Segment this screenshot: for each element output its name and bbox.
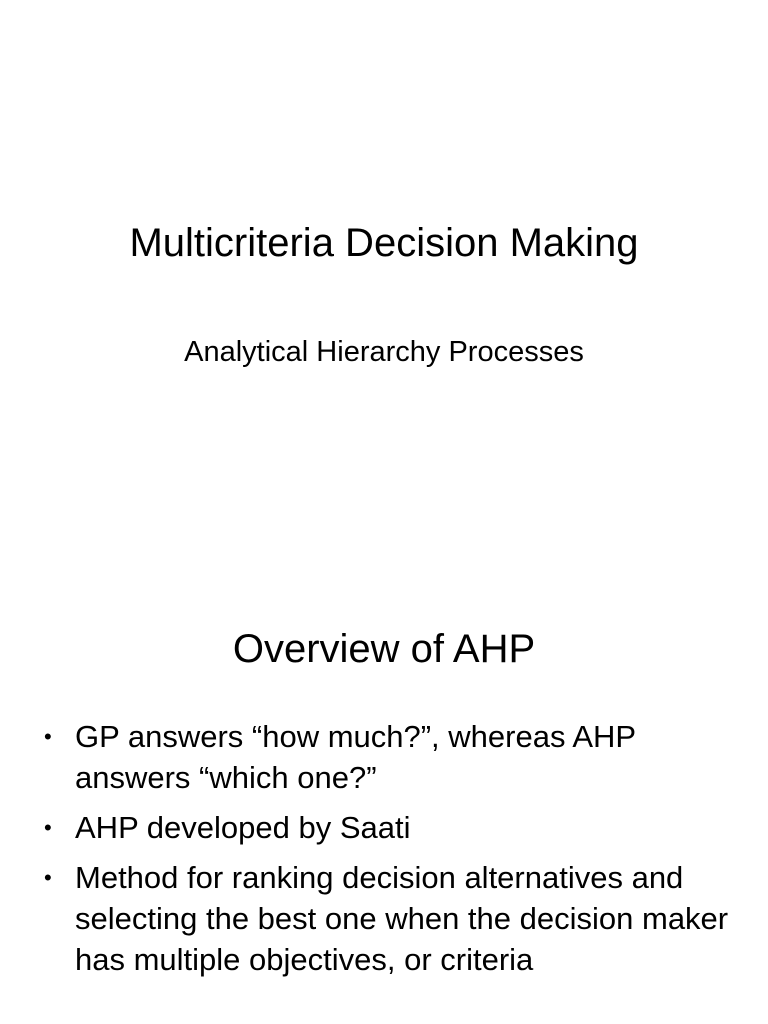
bullet-list xyxy=(44,716,744,989)
slide-overview xyxy=(0,580,768,1024)
bullet-icon: • xyxy=(44,865,52,890)
slide-title-heading: Multicriteria Decision Making xyxy=(129,221,639,265)
bullet-icon: • xyxy=(44,815,52,840)
bullet-icon: • xyxy=(44,724,52,749)
bullet-item xyxy=(44,807,744,848)
bullet-text: Method for ranking decision alternatives and selecting the best one when the decision maker has multiple objectives, or criteria xyxy=(75,860,729,977)
bullet-item xyxy=(44,857,744,980)
bullet-item xyxy=(44,716,744,798)
bullet-text: AHP developed by Saati xyxy=(75,810,411,845)
bullet-text: GP answers “how much?”, whereas AHP answers “which one?” xyxy=(75,719,636,795)
overview-heading: Overview of AHP xyxy=(232,627,536,671)
slide-subtitle: Analytical Hierarchy Processes xyxy=(184,336,584,368)
